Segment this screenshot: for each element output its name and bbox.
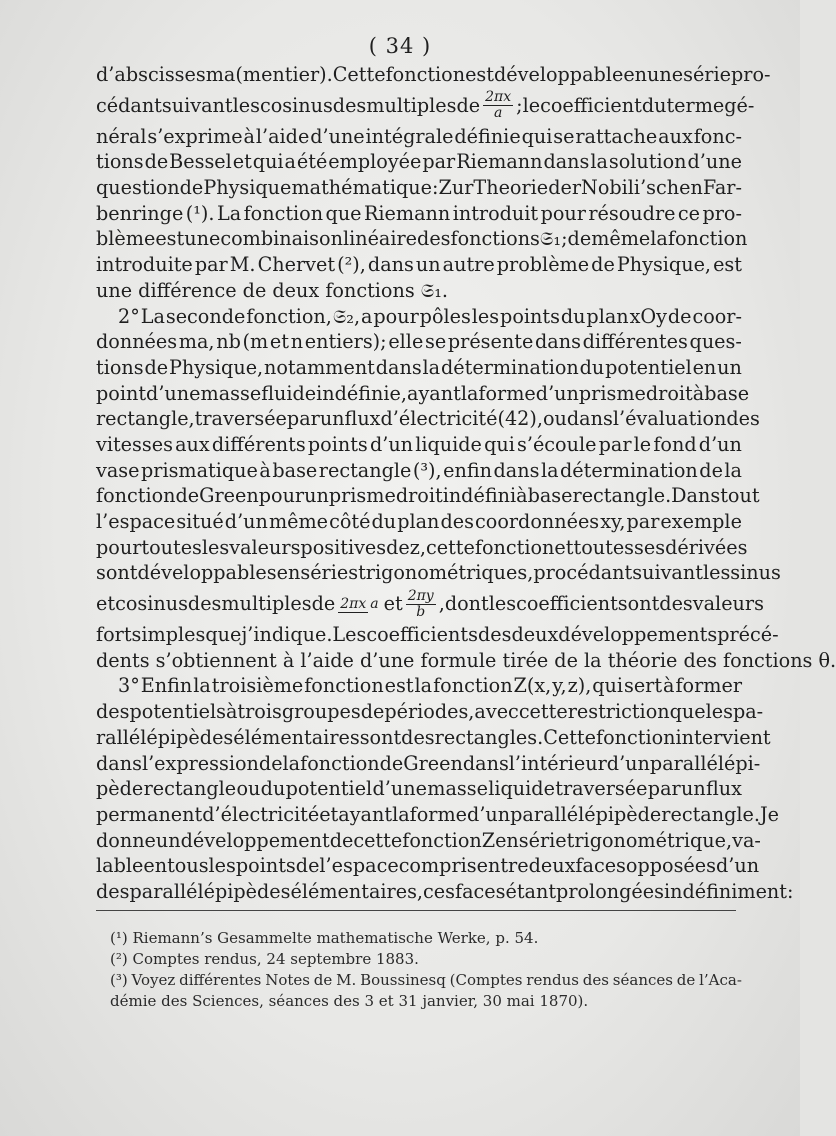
text-line: vitesses aux différents points d’un liquide qui s’écoule par le fond d’un <box>96 432 742 456</box>
footnotes <box>110 928 742 1012</box>
text-line: données ma, nb (m et n entiers); elle se présente dans différentes ques- <box>96 330 742 354</box>
text-line: vase prismatique à base rectangle (³), enfin dans la détermination de la <box>96 458 742 482</box>
text-line: tions de Bessel et qui a été employée par Riemann dans la solution d’une <box>96 150 742 174</box>
text-line-with-fraction: cédant suivant les cosinus des multiples de $\frac{2\pi x}{a}$ ; le coefficient du terme gé- <box>96 89 755 122</box>
text-line: 3° Enfin la troisième fonction est la fonction Z(x, y, z), qui sert à former <box>118 674 742 698</box>
text-line: fonction de Green pour un prisme droit indéfini à base rectangle. Dans tout <box>96 484 760 508</box>
text-line: pède rectangle ou du potentiel d’une masse liquide traversée par un flux <box>96 777 742 801</box>
text-line: lable en tous les points de l’espace compris entre deux faces opposées d’un <box>96 854 760 878</box>
text-line: néral s’exprime à l’aide d’une intégrale définie qui se rattache aux fonc- <box>96 124 742 148</box>
footnote-3: (³) Voyez différentes Notes de M. Boussinesq (Comptes rendus des séances de l’Aca- <box>110 971 742 989</box>
text-line: question de Physique mathématique : Zur Theorie der Nobili’schen Far- <box>96 176 742 200</box>
paragraph-3 <box>96 673 794 904</box>
fraction-2pix-over-a: $\frac{2\pi x}{a}$ <box>485 89 512 122</box>
paragraph-1 <box>96 62 771 304</box>
text-line: donne un développement de cette fonction Z en série trigonométrique, va- <box>96 828 761 852</box>
body-text <box>96 62 836 905</box>
text-line: blème est une combinaison linéaire des fonctions 𝔖₁ ; de même la fonction <box>96 227 748 251</box>
text-line: des parallélépipèdes élémentaires, ces faces étant prolongées indéfiniment : <box>96 879 794 903</box>
text-line: dans l’expression de la fonction de Green dans l’intérieur d’un parallélépi- <box>96 751 761 775</box>
text-line: dents s’obtiennent à l’aide d’une formule tirée de la théorie des fonctions θ. <box>96 648 836 672</box>
text-line: des potentiels à trois groupes de périodes, avec cette restriction que les pa- <box>96 700 764 724</box>
footnote-separator <box>96 910 736 911</box>
footnote-3-continued: démie des Sciences, séances des 3 et 31 janvier, 30 mai 1870). <box>110 992 589 1010</box>
text-line: rallélépipèdes élémentaires sont des rectangles. Cette fonction intervient <box>96 725 771 749</box>
paragraph-2 <box>96 304 836 674</box>
text-line: rectangle, traversée par un flux d’électricité (42), ou dans l’évaluation des <box>96 407 760 431</box>
text-line: l’espace situé d’un même côté du plan des coordonnées xy, par exemple <box>96 510 742 533</box>
text-line: pour toutes les valeurs positives de z, cette fonction et toutes ses dérivées <box>96 535 748 559</box>
text-line: benringe (¹). La fonction que Riemann introduit pour résoudre ce pro- <box>96 201 742 225</box>
text-line: tions de Physique, notamment dans la détermination du potentiel en un <box>96 355 742 379</box>
text-line: permanent d’électricité et ayant la forme d’un parallélépipède rectangle. Je <box>96 802 780 826</box>
text-line: une différence de deux fonctions 𝔖₁. <box>96 278 449 302</box>
text-line: sont développables en séries trigonométriques, procédant suivant les sinus <box>96 561 781 585</box>
text-line: fort simples que j’indique. Les coefficients des deux développements précé- <box>96 623 779 647</box>
text-line: d’abscisses ma (m entier). Cette fonction est développable en une série pro- <box>96 63 771 86</box>
text-line-with-fractions: et cosinus des multiples de 2πx a et $\frac{2\pi y}{b}$ , dont les coefficients ont des valeurs <box>96 587 764 620</box>
footnote-2: (²) Comptes rendus, 24 septembre 1883. <box>110 950 419 968</box>
fraction-2piy-over-b: $\frac{2\pi y}{b}$ <box>407 587 434 620</box>
page-number: ( 34 ) <box>368 34 432 58</box>
footnote-1: (¹) Riemann’s Gesammelte mathematische Werke, p. 54. <box>110 929 539 947</box>
text-line: introduite par M. Chervet (²), dans un autre problème de Physique, est <box>96 253 742 277</box>
text-line: 2° La seconde fonction, 𝔖₂, a pour pôles les points du plan xOy de coor- <box>118 304 742 328</box>
fraction-2pix-over-a: 2πx a <box>340 595 379 612</box>
text-line: point d’une masse fluide indéfinie, ayant la forme d’un prisme droit à base <box>96 381 750 405</box>
